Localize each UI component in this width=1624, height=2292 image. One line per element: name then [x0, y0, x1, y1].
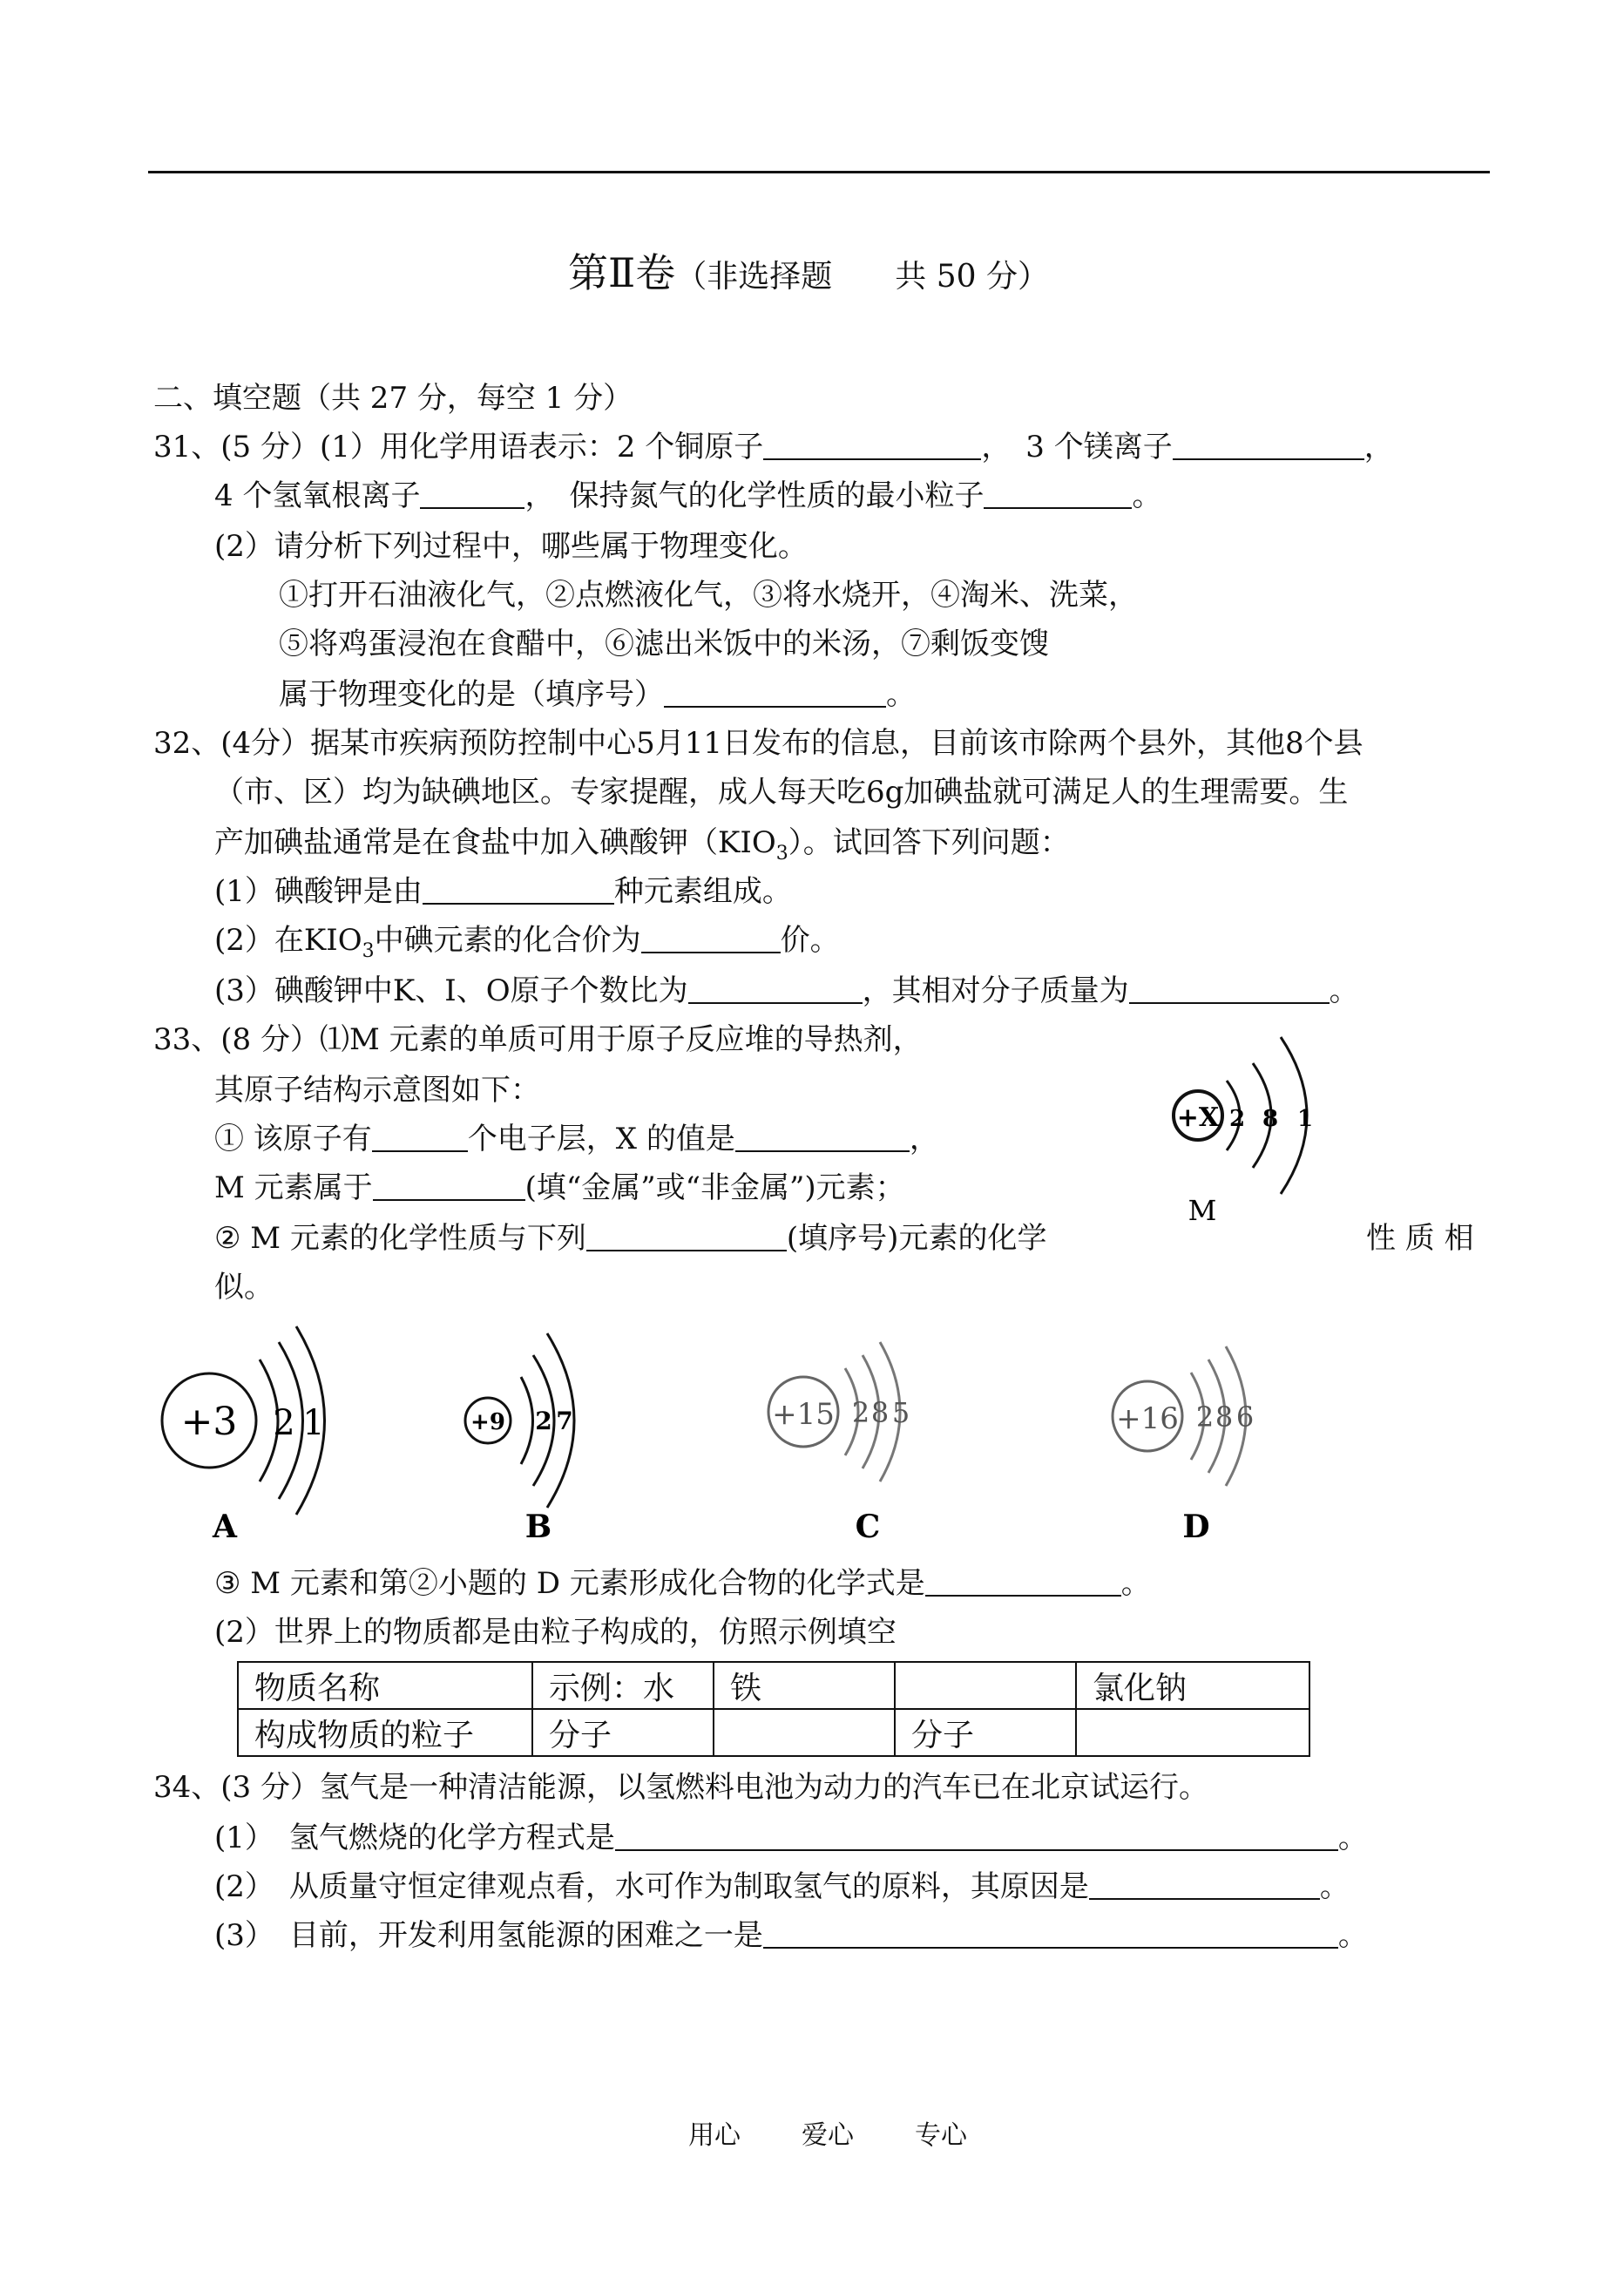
- q34-line2: [214, 1823, 1368, 1853]
- header-rule: [148, 171, 1490, 173]
- q33-text: ③ M 元素和第②小题的 D 元素形成化合物的化学式是: [214, 1566, 925, 1601]
- q34-line1: 34、(3 分）氢气是一种清洁能源，以氢燃料电池为动力的汽车已在北京试运行。: [153, 1770, 1208, 1805]
- q33-text: ② M 元素的化学性质与下列: [214, 1221, 586, 1256]
- answer-blank[interactable]: [586, 1224, 787, 1251]
- atom-m-diagram: [1150, 1020, 1350, 1246]
- nucleus-label: +15: [772, 1397, 835, 1432]
- subscript: 3: [362, 939, 375, 962]
- shell-arc: [521, 1377, 533, 1464]
- atom-label: C: [855, 1509, 881, 1545]
- q32-line4: [214, 874, 792, 909]
- q33-line6: 似。: [214, 1270, 274, 1305]
- q31-text: 属于物理变化的是（填序号）: [279, 677, 664, 712]
- q31-text: ，: [1363, 430, 1394, 465]
- subscript: 3: [775, 842, 788, 865]
- answer-blank[interactable]: [420, 481, 524, 509]
- answer-blank[interactable]: [984, 481, 1132, 509]
- answer-blank[interactable]: [641, 926, 781, 953]
- table-cell[interactable]: [714, 1709, 895, 1756]
- nucleus-label: +9: [470, 1409, 505, 1435]
- q33-text: ，: [909, 1122, 939, 1156]
- q34-line4: [214, 1918, 1368, 1953]
- q32-text: 价。: [780, 923, 840, 958]
- nucleus-label: +X: [1176, 1102, 1220, 1133]
- atom-label: M: [1188, 1194, 1217, 1227]
- q33-text: M 元素属于: [214, 1170, 373, 1205]
- nucleus-label: +16: [1116, 1401, 1179, 1436]
- atom-label: D: [1182, 1509, 1210, 1545]
- q33-line2: 其原子结构示意图如下：: [214, 1073, 540, 1108]
- q34-text: 。: [1337, 1918, 1368, 1953]
- atom-b-diagram: [453, 1307, 610, 1560]
- atom-d-diagram: [1093, 1307, 1303, 1560]
- table-cell: 铁: [714, 1662, 895, 1709]
- nucleus-label: +3: [180, 1400, 238, 1444]
- shell-count: 6: [1235, 1400, 1255, 1434]
- footer-text: 专心: [915, 2120, 967, 2151]
- q34-text: (3） 目前，开发利用氢能源的困难之一是: [214, 1918, 763, 1953]
- answer-blank[interactable]: [735, 1124, 910, 1152]
- q31-text: 。: [1132, 478, 1162, 513]
- atom-c-diagram: [749, 1307, 958, 1560]
- answer-blank[interactable]: [423, 877, 614, 905]
- q32-text: 。: [1329, 973, 1359, 1008]
- answer-blank[interactable]: [1129, 976, 1330, 1004]
- q31-text: ， 保持氮气的化学性质的最小粒子: [524, 478, 985, 513]
- q31-line5: ⑤将鸡蛋浸泡在食醋中，⑥滤出米饭中的米汤，⑦剩饭变馊: [279, 627, 1049, 661]
- table-row: [238, 1709, 1309, 1756]
- q31-text: 31、(5 分）(1）用化学用语表示：2 个铜原子: [153, 430, 764, 465]
- answer-blank[interactable]: [664, 680, 886, 708]
- q33-text: (填“金属”或“非金属”)元素；: [524, 1170, 905, 1205]
- answer-blank[interactable]: [688, 976, 863, 1004]
- title-main: 第Ⅱ卷: [568, 249, 676, 296]
- q31-line2: [214, 478, 1162, 513]
- table-cell[interactable]: [1076, 1709, 1309, 1756]
- atom-a-diagram: [157, 1307, 357, 1560]
- q33-line4: [214, 1170, 905, 1205]
- q31-text: 4 个氢氧根离子: [214, 478, 421, 513]
- answer-blank[interactable]: [763, 432, 981, 460]
- footer-text: 爱心: [802, 2120, 854, 2151]
- table-cell: 分子: [895, 1709, 1076, 1756]
- particle-table: [237, 1661, 1310, 1757]
- q33-text: ① 该原子有: [214, 1122, 372, 1156]
- answer-blank[interactable]: [373, 1173, 525, 1201]
- q32-text: (3）碘酸钾中K、I、O原子个数比为: [214, 973, 688, 1008]
- footer-text: 用心: [688, 2120, 741, 2151]
- q31-text: ， 3 个镁离子: [981, 430, 1173, 465]
- q33-line7: [214, 1566, 1151, 1601]
- q33-text: 个电子层，X 的值是: [467, 1122, 735, 1156]
- q32-line2: （市、区）均为缺碘地区。专家提醒，成人每天吃6g加碘盐就可满足人的生理需要。生: [214, 775, 1349, 810]
- q32-text: 种元素组成。: [613, 874, 792, 909]
- shell-count: 7: [556, 1407, 573, 1435]
- q32-line5: [214, 923, 840, 962]
- shell-count: 8: [1215, 1400, 1234, 1434]
- answer-blank[interactable]: [1089, 1872, 1320, 1900]
- q32-text: (2）在KIO: [214, 923, 362, 958]
- q33-text: (填序号)元素的化学: [786, 1221, 1047, 1256]
- answer-blank[interactable]: [615, 1823, 1338, 1851]
- q32-line6: [214, 973, 1359, 1008]
- answer-blank[interactable]: [1173, 432, 1364, 460]
- q32-text: 产加碘盐通常是在食盐中加入碘酸钾（KIO: [214, 825, 776, 860]
- table-cell: 示例：水: [532, 1662, 714, 1709]
- q34-text: (1） 氢气燃烧的化学方程式是: [214, 1821, 615, 1855]
- shell-count: 1: [1296, 1106, 1314, 1132]
- q33-line8: (2）世界上的物质都是由粒子构成的，仿照示例填空: [214, 1615, 897, 1650]
- q32-text: ，其相对分子质量为: [862, 973, 1129, 1008]
- table-cell: 物质名称: [238, 1662, 532, 1709]
- q32-line3: [214, 825, 1070, 865]
- q31-line3: (2）请分析下列过程中，哪些属于物理变化。: [214, 529, 808, 564]
- shell-count: 1: [302, 1403, 325, 1443]
- section-heading: 二、填空题（共 27 分，每空 1 分）: [153, 381, 633, 416]
- table-cell: 分子: [532, 1709, 714, 1756]
- page-title: [568, 249, 1049, 296]
- shell-count: 2: [851, 1396, 870, 1429]
- q31-line1: [153, 430, 1394, 465]
- answer-blank[interactable]: [763, 1921, 1338, 1949]
- q33-line3: [214, 1124, 939, 1154]
- shell-count: 2: [535, 1407, 552, 1435]
- q31-line6: [279, 677, 916, 712]
- q34-text: 。: [1337, 1821, 1368, 1855]
- answer-blank[interactable]: [925, 1569, 1121, 1597]
- q32-text: ）。试回答下列问题：: [788, 825, 1070, 860]
- answer-blank[interactable]: [372, 1124, 468, 1152]
- shell-count: 2: [1195, 1400, 1215, 1434]
- shell-count: 8: [870, 1396, 890, 1429]
- table-cell: 氯化钠: [1076, 1662, 1309, 1709]
- q34-text: 。: [1319, 1869, 1350, 1904]
- table-row: [238, 1662, 1309, 1709]
- q33-line5: [214, 1221, 1047, 1256]
- atom-label: B: [524, 1509, 552, 1545]
- q31-line4: ①打开石油液化气，②点燃液化气，③将水烧开，④淘米、洗菜，: [279, 578, 1138, 613]
- table-cell: 构成物质的粒子: [238, 1709, 532, 1756]
- q32-text: (1）碘酸钾是由: [214, 874, 423, 909]
- q32-text: 中碘元素的化合价为: [374, 923, 641, 958]
- shell-count: 2: [273, 1403, 295, 1443]
- shell-count: 8: [1262, 1106, 1279, 1132]
- shell-count: 2: [1228, 1106, 1246, 1132]
- atom-label: A: [213, 1509, 237, 1545]
- shell-count: 5: [891, 1396, 910, 1429]
- q33-line1: 33、(8 分）⑴M 元素的单质可用于原子反应堆的导热剂，: [153, 1022, 923, 1057]
- q33-text: 。: [1120, 1566, 1151, 1601]
- table-cell[interactable]: [895, 1662, 1076, 1709]
- q34-line3: [214, 1869, 1350, 1904]
- q34-text: (2） 从质量守恒定律观点看，水可作为制取氢气的原料，其原因是: [214, 1869, 1089, 1904]
- q33-line5-tail: 性 质 相: [1366, 1221, 1474, 1256]
- footer: [688, 2120, 967, 2151]
- q31-text: 。: [886, 677, 916, 712]
- title-sub: （非选择题 共 50 分）: [675, 259, 1049, 295]
- q32-line1: 32、(4分）据某市疾病预防控制中心5月11日发布的信息，目前该市除两个县外，其他8个县: [153, 726, 1363, 761]
